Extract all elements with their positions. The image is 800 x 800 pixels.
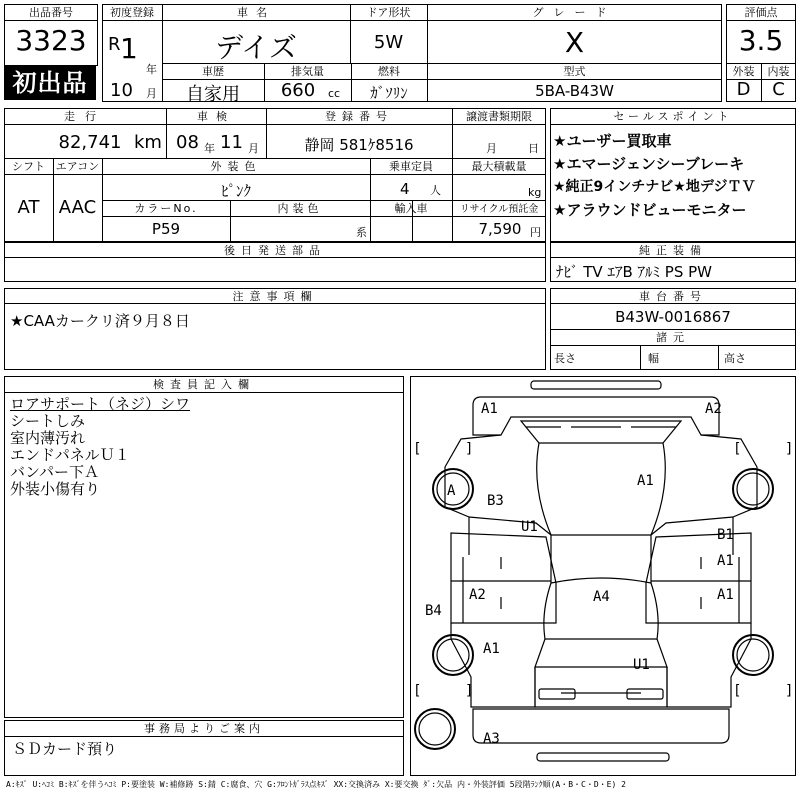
damage-mark-left-fender: B3 (487, 493, 504, 509)
score-value: 3.5 (738, 24, 784, 57)
mileage-unit: km (134, 132, 162, 153)
reg-year: 1 (120, 32, 138, 65)
history-value: 自家用 (186, 84, 240, 105)
bracket-mark: [ (413, 441, 422, 457)
bracket-mark: ] (785, 683, 794, 699)
reg-era: R (108, 34, 121, 55)
spec-box (4, 108, 546, 242)
damage-mark-front-right: A2 (705, 401, 722, 417)
fuel-value: ｶﾞｿﾘﾝ (370, 84, 408, 102)
damage-mark-front-left-wheel: A (447, 483, 456, 499)
capacity-unit: 人 (430, 184, 441, 197)
disp-value: 660 (280, 80, 316, 101)
fuel-label: 燃料 (378, 65, 400, 78)
inspection-month-unit: 月 (248, 142, 259, 155)
bracket-mark: [ (733, 683, 742, 699)
transfer-month: 月 (486, 142, 497, 155)
grade-label: グレード (532, 6, 617, 19)
recycle-value: 7,590 (478, 220, 522, 238)
later-parts-title: 後日発送部品 (224, 244, 326, 257)
inspection-month: 11 (220, 132, 243, 153)
score-label: 評価点 (744, 6, 778, 19)
interior-grade: C (772, 79, 785, 100)
ac-value: AAC (58, 197, 97, 218)
exterior-label: 外装 (732, 65, 755, 78)
transfer-day: 日 (528, 142, 539, 155)
grade-value: X (564, 26, 585, 59)
color-value: ﾋﾟﾝｸ (220, 182, 251, 200)
transfer-label: 譲渡書類期限 (466, 110, 532, 123)
damage-legend: A:ｷｽﾞ U:ﾍｺﾐ B:ｷｽﾞを伴うﾍｺﾐ P:要塗装 W:補修跡 S:錆 C:腐食、穴 G:ﾌﾛﾝﾄｶﾞﾗｽ点ｷｽﾞ XX:交換済み X:要交換 ﾀﾞ:欠品 内・外装評価 5段階ﾗﾝｸ順(A・B・C・D・E) 2 (6, 780, 626, 789)
notes-title: 注意事項欄 (232, 290, 318, 303)
plate-value: 静岡 581ｹ8516 (304, 136, 414, 154)
colorno-label: カラーNo. (134, 202, 198, 215)
recycle-unit: 円 (530, 226, 541, 239)
bracket-mark: ] (465, 441, 474, 457)
sales-point: ★エマージェンシーブレーキ (553, 155, 745, 173)
disp-label: 排気量 (291, 65, 324, 78)
damage-mark-rear-roof: A4 (593, 589, 610, 605)
lot-number: 3323 (15, 24, 87, 57)
damage-mark-right-door-front-b: B1 (717, 527, 734, 543)
length-label: 長さ (554, 352, 576, 365)
damage-mark-left-pillar: U1 (521, 519, 538, 535)
inspector-line: ロアサポート（ネジ）シワ (10, 395, 191, 413)
bracket-mark: ] (785, 441, 794, 457)
load-label: 最大積載量 (471, 160, 527, 173)
disp-unit: cc (328, 87, 341, 100)
sales-points-title: セールスポイント (613, 110, 733, 123)
shift-value: AT (17, 197, 40, 218)
inspector-line: エンドパネルＵ１ (10, 446, 130, 464)
capacity-label: 乗車定員 (389, 160, 433, 173)
sales-point: ★純正9インチナビ★地デジＴＶ (553, 179, 756, 195)
capacity-value: 4 (400, 180, 410, 198)
inspector-line: バンパー下Ａ (10, 463, 99, 481)
damage-mark-rear-gate: U1 (633, 657, 650, 673)
reg-month-unit: 月 (146, 87, 157, 100)
reg-year-unit: 年 (146, 63, 157, 76)
inspector-line: 外装小傷有り (10, 480, 101, 498)
inspection-label: 車検 (197, 110, 235, 123)
model-value: 5BA-B43W (535, 82, 614, 100)
damage-mark-left-side: B4 (425, 603, 442, 619)
equipment-title: 純正装備 (639, 244, 707, 257)
reg-month: 10 (110, 80, 133, 101)
name-label: 車名 (237, 6, 275, 19)
inspection-year: 08 (176, 132, 199, 153)
dims-title: 諸元 (656, 331, 690, 344)
plate-label: 登録番号 (325, 110, 393, 123)
interior-color-label: 内装色 (277, 202, 323, 215)
inspection-year-unit: 年 (204, 142, 215, 155)
inspector-title: 検査員記入欄 (153, 378, 255, 391)
reg-label: 初度登録 (110, 6, 154, 19)
shift-label: シフト (12, 160, 45, 173)
sales-points-list (553, 130, 793, 222)
bracket-mark: ] (465, 683, 474, 699)
sales-point: ★アラウンドビューモニター (553, 201, 747, 219)
width-label: 幅 (648, 352, 659, 365)
office-value: ＳＤカード預り (12, 740, 118, 758)
lot-label: 出品番号 (29, 6, 73, 19)
sales-point: ★ユーザー買取車 (553, 132, 672, 150)
chassis-title: 車台番号 (639, 290, 707, 303)
door-value: 5W (373, 32, 404, 53)
car-outline (415, 381, 773, 761)
import-label: 輸入車 (394, 202, 428, 215)
inspector-lines (10, 396, 400, 498)
equipment-value: ﾅﾋﾞ TV ｴｱB ｱﾙﾐ PS PW (556, 263, 712, 281)
damage-mark-left-quarter: A1 (483, 641, 500, 657)
bracket-mark: [ (413, 683, 422, 699)
office-title: 事務局よりご案内 (144, 722, 264, 735)
notes-value: ★CAAカークリ済９月８日 (10, 312, 190, 330)
mileage-value: 82,741 (58, 132, 122, 153)
damage-mark-left-door-rear: A2 (469, 587, 486, 603)
door-label: ドア形状 (366, 6, 411, 19)
mileage-label: 走行 (64, 110, 106, 123)
car-diagram (410, 376, 796, 776)
interior-label: 内装 (767, 65, 790, 78)
chassis-number: B43W-0016867 (615, 308, 731, 326)
damage-mark-roof: A1 (637, 473, 654, 489)
exterior-grade: D (736, 79, 751, 100)
history-label: 車歴 (202, 65, 224, 78)
load-unit: kg (528, 186, 542, 199)
damage-mark-front-left: A1 (481, 401, 498, 417)
ac-label: エアコン (55, 160, 100, 173)
height-label: 高さ (724, 352, 746, 365)
first-listing-seal: 初出品 (4, 66, 96, 100)
model-label: 型式 (563, 65, 586, 78)
car-name: デイズ (215, 31, 297, 64)
inspector-line: 室内薄汚れ (10, 429, 86, 447)
recycle-label: リサイクル預託金 (459, 204, 539, 215)
damage-mark-rear-bumper: A3 (483, 731, 500, 747)
damage-mark-right-door-rear: A1 (717, 587, 734, 603)
damage-mark-right-door-front: A1 (717, 553, 734, 569)
color-label: 外装色 (210, 160, 262, 173)
interior-color-unit: 系 (356, 226, 367, 239)
bracket-mark: [ (733, 441, 742, 457)
colorno-value: P59 (151, 220, 181, 238)
inspector-line: シートしみ (10, 412, 86, 430)
